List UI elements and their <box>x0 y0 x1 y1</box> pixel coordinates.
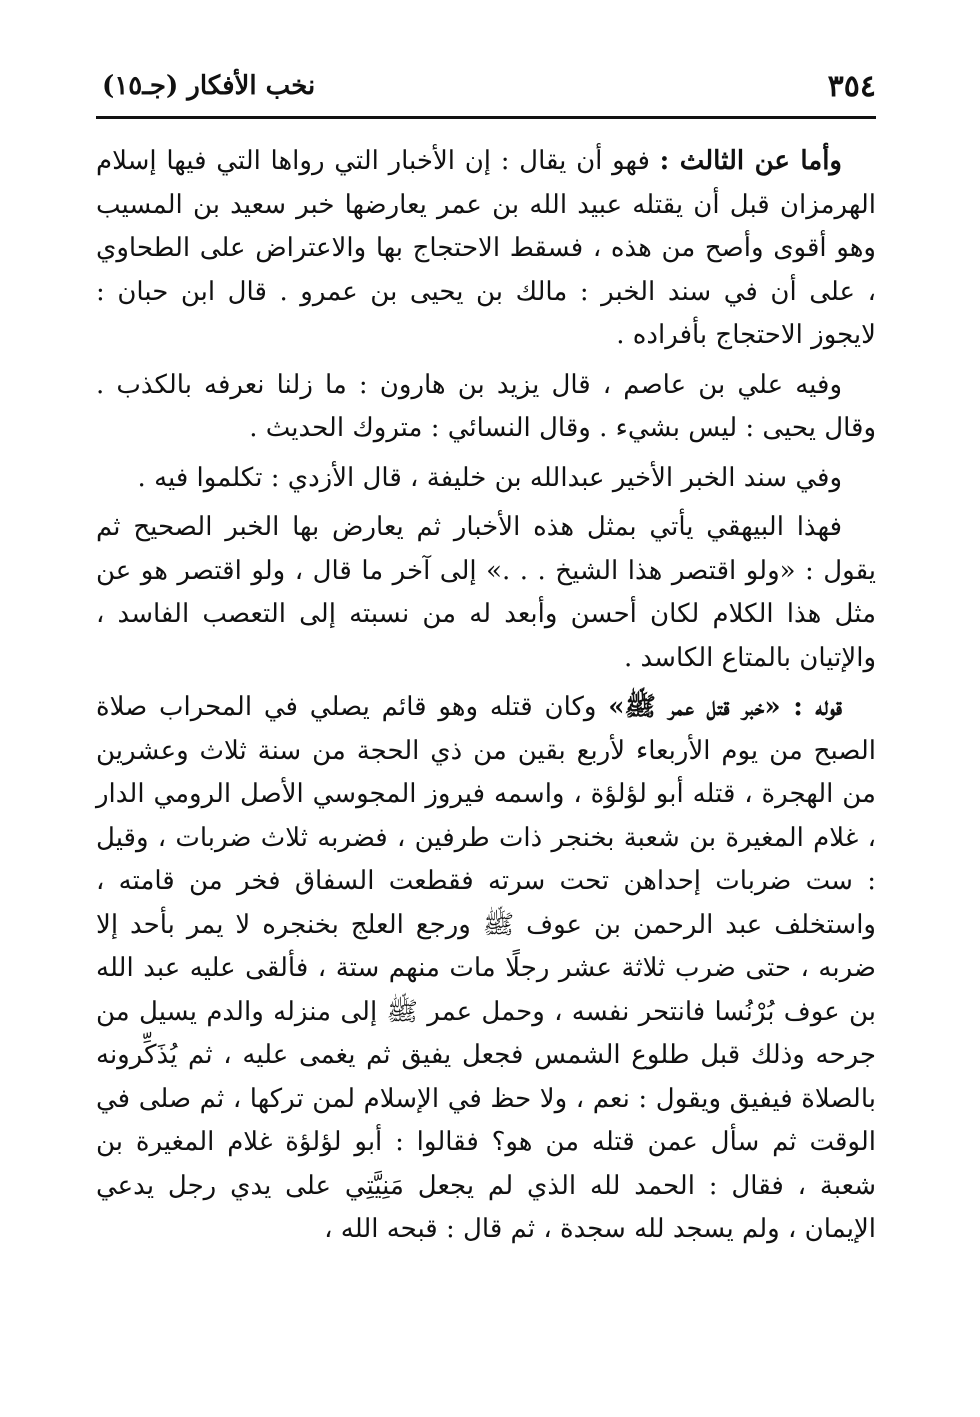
header-divider <box>96 116 876 119</box>
running-title: نخب الأفكار (جـ١٥) <box>102 71 316 101</box>
page-number: ٣٥٤ <box>827 68 876 104</box>
paragraph <box>96 457 876 501</box>
page-header <box>96 66 876 106</box>
paragraph-lead: قوله : «خبر قتل عمر ﷺ» <box>608 692 843 722</box>
paragraph-text: وفيه علي بن عاصم ، قال يزيد بن هارون : ما زلنا نعرفه بالكذب . وقال يحيى : ليس بشيء . وقال النسائي : متروك الحديث . <box>96 369 876 443</box>
paragraph <box>96 686 876 1252</box>
paragraph <box>96 140 876 358</box>
document-page <box>96 0 876 1417</box>
page-body <box>96 140 876 1258</box>
paragraph-lead: وأما عن الثالث : <box>659 146 842 176</box>
paragraph-text: فهو أن يقال : إن الأخبار التي رواها التي فيها إسلام الهرمزان قبل أن يقتله عبيد الله بن عمر يعارضها خبر سعيد بن المسيب وهو أقوى وأصح من هذه ، فسقط الاحتجاج بها والاعتراض على الطحاوي ، على أن في سند الخبر : مالك بن يحيى بن عمرو . قال ابن حبان : لايجوز الاحتجاج بأفراده . <box>96 146 876 350</box>
paragraph <box>96 506 876 680</box>
paragraph <box>96 364 876 451</box>
paragraph-text: فهذا البيهقي يأتي بمثل هذه الأخبار ثم يعارض بها الخبر الصحيح ثم يقول : «ولو اقتصر هذا الشيخ . . .» إلى آخر ما قال ، ولو اقتصر هو عن مثل هذا الكلام لكان أحسن وأبعد له من نسبته إلى التعصب الفاسد ، والإتيان بالمتاع الكاسد . <box>96 512 876 673</box>
paragraph-text: وكان قتله وهو قائم يصلي في المحراب صلاة الصبح من يوم الأربعاء لأربع بقين من ذي الحجة من سنة ثلاث وعشرين من الهجرة ، قتله أبو لؤلؤة ، واسمه فيروز المجوسي الأصل الرومي الدار ، غلام المغيرة بن شعبة بخنجر ذات طرفين ، فضربه ثلاث ضربات ، وقيل : ست ضربات إحداهن تحت سرته فقطعت السفاق فخر من قامته ، واستخلف عبد الرحمن بن عوف ﷺ ورجع العلج بخنجره لا يمر بأحد إلا ضربه ، حتى ضرب ثلاثة عشر رجلًا مات منهم ستة ، فألقى عليه عبد الله بن عوف بُرْنُسا فانتحر نفسه ، وحمل عمر ﷺ إلى منزله والدم يسيل من جرحه وذلك قبل طلوع الشمس فجعل يفيق ثم يغمى عليه ، ثم يُذَكِّرونه بالصلاة فيفيق ويقول : نعم ، ولا حظ في الإسلام لمن تركها ، ثم صلى في الوقت ثم سأل عمن قتله من هو؟ فقالوا : أبو لؤلؤة غلام المغيرة بن شعبة ، فقال : الحمد لله الذي لم يجعل مَنِيَّتِي على يدي رجل يدعي الإيمان ، ولم يسجد لله سجدة ، ثم قال : قبحه الله ، <box>96 692 876 1244</box>
paragraph-text: وفي سند الخبر الأخير عبدالله بن خليفة ، قال الأزدي : تكلموا فيه . <box>137 462 842 493</box>
